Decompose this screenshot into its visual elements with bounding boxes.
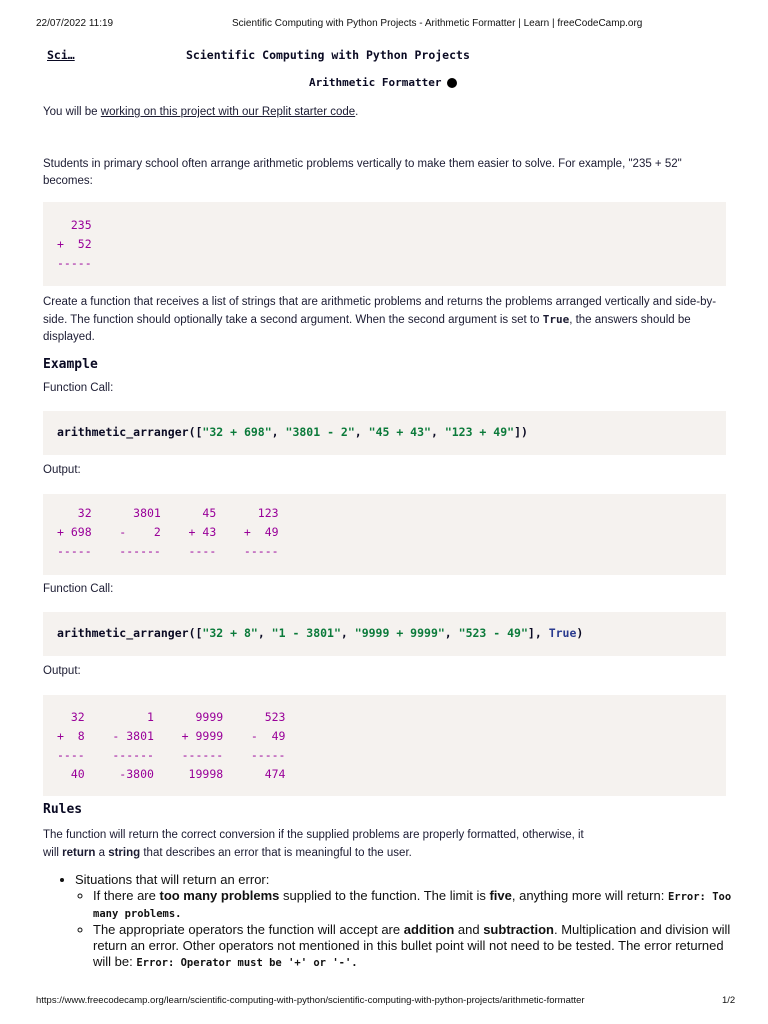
call2-arg-4: "523 - 49" — [458, 626, 528, 640]
error-situations-list — [55, 872, 735, 971]
call1-arg-1: "32 + 698" — [202, 425, 272, 439]
example-code-block — [43, 202, 726, 286]
call2-arg-1: "32 + 8" — [202, 626, 258, 640]
output-code-block-2 — [43, 695, 726, 796]
rules-a: a — [95, 847, 109, 859]
item1-c: supplied to the function. The limit is — [279, 888, 490, 903]
rules-will: will — [43, 847, 63, 859]
item2-a: The appropriate operators the function will accept are — [93, 922, 404, 937]
call2-close-list: ], — [527, 626, 549, 640]
output-code-1: 32 3801 45 123 + 698 - 2 + 43 + 49 ----- ------ ---- ----- — [57, 506, 279, 558]
challenge-title — [309, 76, 457, 89]
item1-b: too many problems — [159, 888, 280, 903]
call1-arg-3: "45 + 43" — [368, 425, 431, 439]
call-code-block-1 — [43, 411, 726, 455]
function-call-label-1: Function Call: — [43, 382, 114, 394]
item1-e: , anything more will return: — [511, 888, 668, 903]
rules-line-1: The function will return the correct conversion if the supplied problems are properly formatted, otherwise, it — [43, 829, 584, 841]
list-item — [75, 872, 735, 971]
page-number: 1/2 — [722, 995, 736, 1006]
rules-paragraph — [43, 826, 643, 862]
call2-close: ) — [576, 626, 584, 640]
error-operator: Error: Operator must be '+' or '-'. — [136, 957, 358, 969]
site-title: Scientific Computing with Python Projects — [186, 48, 470, 62]
list-item — [93, 922, 735, 971]
intro-suffix: . — [355, 106, 359, 118]
list-item — [93, 888, 735, 922]
output-code-block-1 — [43, 494, 726, 575]
rules-return: return — [62, 847, 96, 859]
fn-name-1: arithmetic_arranger — [57, 425, 189, 439]
item2-c: and — [454, 922, 484, 937]
rules-heading: Rules — [43, 802, 83, 817]
call2-arg-2: "1 - 3801" — [271, 626, 341, 640]
call1-close: ]) — [514, 425, 528, 439]
intro-paragraph — [43, 104, 358, 121]
call2-arg-3: "9999 + 9999" — [354, 626, 445, 640]
bullet-main: Situations that will return an error: — [75, 872, 270, 887]
function-description — [43, 294, 727, 346]
intro-prefix: You will be — [43, 106, 101, 118]
item2-d: subtraction — [483, 922, 554, 937]
item1-a: If there are — [93, 888, 160, 903]
site-link[interactable]: Sci… — [47, 48, 75, 62]
call2-true-keyword: True — [548, 626, 577, 640]
output-label-1: Output: — [43, 464, 81, 476]
example-heading: Example — [43, 357, 98, 372]
replit-starter-link[interactable]: working on this project with our Replit starter code — [100, 106, 356, 118]
item1-d: five — [489, 888, 512, 903]
para2-text2: , the answers should be displayed. — [43, 314, 691, 343]
output-code-2: 32 1 9999 523 + 8 - 3801 + 9999 - 49 ---- ------ ------ ----- 40 -3800 19998 474 — [57, 710, 286, 781]
call-code-1: arithmetic_arranger(["32 + 698", "3801 - 2", "45 + 43", "123 + 49"]) — [57, 425, 528, 439]
print-url: https://www.freecodecamp.org/learn/scientific-computing-with-python/scientific-computing-with-python-projects/arithmetic-formatter — [36, 995, 585, 1006]
example-code: 235 + 52 ----- — [57, 218, 92, 270]
item2-b: addition — [403, 922, 455, 937]
output-label-2: Output: — [43, 665, 81, 677]
error-too-many: Error: Too many problems. — [93, 891, 732, 920]
status-dot-icon — [447, 78, 457, 88]
item2-e: . Multiplication and division will return an error. Other operators not mentioned in this bullet point will not need to be tested. The error returned will be: — [93, 922, 731, 969]
fn-name-2: arithmetic_arranger — [57, 626, 189, 640]
call1-open: ([ — [188, 425, 203, 439]
challenge-title-text: Arithmetic Formatter — [309, 76, 442, 89]
print-title: Scientific Computing with Python Projects - Arithmetic Formatter | Learn | freeCodeCamp.org — [232, 18, 643, 29]
call1-arg-4: "123 + 49" — [444, 425, 515, 439]
call-code-2: arithmetic_arranger(["32 + 8", "1 - 3801", "9999 + 9999", "523 - 49"], True) — [57, 626, 584, 640]
para2-text1: Create a function that receives a list of strings that are arithmetic problems and returns the problems arranged vertically and side-by-side. The function should optionally take a second argument. When the second argument is set to — [43, 296, 717, 326]
function-call-label-2: Function Call: — [43, 583, 114, 595]
rules-rest: that describes an error that is meaningful to the user. — [140, 847, 412, 859]
call2-open: ([ — [188, 626, 203, 640]
print-date: 22/07/2022 11:19 — [36, 18, 114, 29]
rules-string: string — [108, 847, 141, 859]
true-code: True — [542, 313, 570, 326]
call1-arg-2: "3801 - 2" — [285, 425, 355, 439]
call-code-block-2 — [43, 612, 726, 656]
description-paragraph: Students in primary school often arrange arithmetic problems vertically to make them easier to solve. For example, "235 + 52" becomes: — [43, 158, 682, 187]
